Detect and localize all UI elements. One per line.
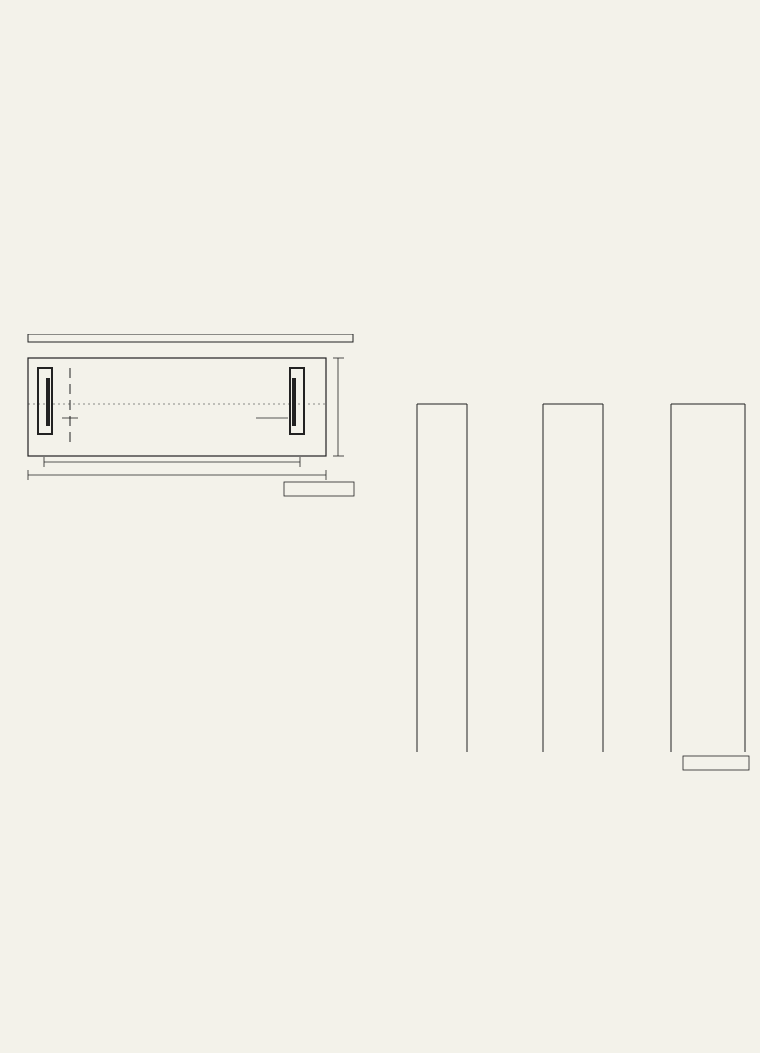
figure-2-wall-openings: [395, 372, 755, 790]
left-column-section: [10, 818, 370, 824]
figure-1-floor-plan: [20, 334, 365, 519]
right-column-top: [390, 102, 754, 108]
left-column-middle: [10, 540, 370, 546]
right-column-section: [390, 912, 754, 918]
